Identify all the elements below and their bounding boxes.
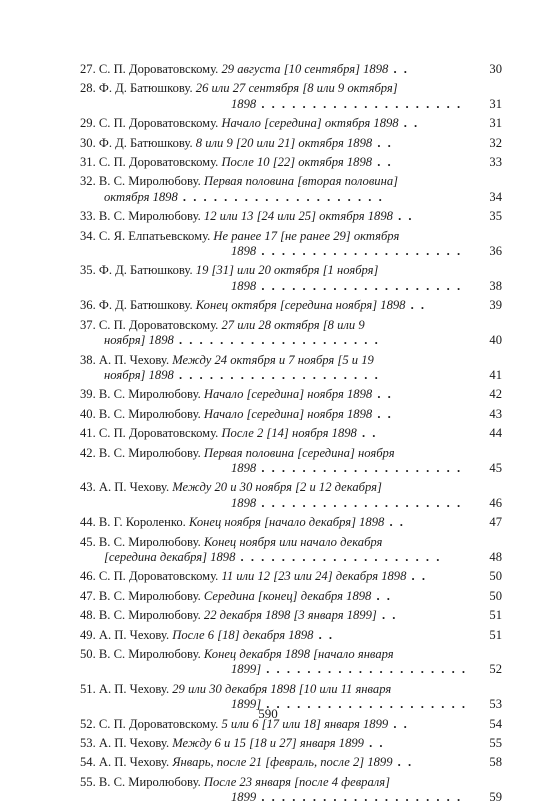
toc-entry-text (80, 628, 468, 643)
toc-entry-page: 54 (489, 716, 502, 731)
leader-dots: . . . . . . . . . . . . . . . . . . . . (256, 278, 463, 293)
toc-entry-date-continued: 1899] (231, 697, 262, 712)
toc-entry-recipient: 47. В. С. Миролюбову. (80, 588, 204, 603)
toc-entry-text (80, 174, 468, 189)
leader-dots: . . (392, 755, 414, 770)
toc-entry-date: После 10 [22] октября 1898 (221, 155, 373, 170)
toc-entry-recipient: 41. С. П. Дороватовскому. (80, 426, 222, 441)
toc-entry-text (80, 775, 468, 790)
leader-dots: . . . . . . . . . . . . . . . . . . . . (235, 549, 442, 564)
toc-entry-date: Первая половина [вторая половина] (203, 174, 399, 189)
toc-entry (80, 628, 508, 643)
toc-entry-date: 29 или 30 декабря 1898 [10 или 11 января (172, 681, 392, 696)
toc-entry-recipient: 55. В. С. Миролюбову. (80, 774, 204, 789)
leader-dots: . . (392, 209, 414, 224)
toc-entry-recipient: 51. А. П. Чехову. (80, 681, 173, 696)
toc-entry (80, 229, 508, 260)
toc-entry-recipient: 54. А. П. Чехову. (80, 755, 173, 770)
toc-entry-date: 12 или 13 [24 или 25] октября 1898 (203, 209, 393, 224)
toc-entry-page: 51 (489, 627, 502, 642)
toc-entry-page: 53 (489, 697, 502, 712)
toc-entry-date: После 2 [14] ноября 1898 (221, 426, 357, 441)
toc-entry-page: 52 (489, 662, 502, 677)
toc-entry-text (80, 209, 468, 224)
toc-entry-text (80, 755, 468, 770)
toc-entry-text (80, 736, 468, 751)
leader-dots: . . (376, 608, 398, 623)
toc-entry (80, 775, 508, 806)
toc-entry (80, 515, 508, 530)
toc-entry (80, 736, 508, 751)
toc-entry-recipient: 37. С. П. Дороватовскому. (80, 317, 222, 332)
toc-entry-text (80, 515, 468, 530)
toc-entry-page: 34 (489, 189, 502, 204)
toc-entry (80, 480, 508, 511)
toc-entry (80, 407, 508, 422)
toc-entry-text (80, 446, 468, 461)
toc-entry-text (80, 535, 468, 550)
toc-entry-recipient: 34. С. Я. Елпатьевскому. (80, 228, 214, 243)
toc-entry-recipient: 40. В. С. Миролюбову. (80, 406, 204, 421)
toc-entry-date-continued: ноября] 1898 (104, 333, 174, 348)
leader-dots: . . . . . . . . . . . . . . . . . . . . (256, 244, 463, 259)
toc-entry (80, 81, 508, 112)
toc-entry-page: 45 (489, 460, 502, 475)
toc-entry-page: 39 (489, 298, 502, 313)
toc-entry-date-continued: ноября] 1898 (104, 367, 174, 382)
toc-entry-date: Первая половина [середина] ноября (203, 445, 395, 460)
toc-entry-recipient: 45. В. С. Миролюбову. (80, 534, 204, 549)
toc-entry (80, 589, 508, 604)
toc-entry (80, 353, 508, 384)
toc-entry (80, 209, 508, 224)
leader-dots: . . (372, 387, 393, 402)
table-of-contents (80, 62, 508, 810)
toc-entry (80, 62, 508, 77)
toc-entry-page: 51 (489, 608, 502, 623)
toc-entry-text (80, 407, 468, 422)
toc-entry-recipient: 44. В. Г. Короленко. (80, 515, 189, 530)
toc-entry-continuation (80, 368, 468, 383)
toc-entry-recipient: 27. С. П. Дороватовскому. (80, 62, 222, 76)
toc-entry-page: 59 (489, 790, 502, 805)
toc-entry (80, 426, 508, 441)
toc-entry-date-continued: 1898 (231, 278, 257, 293)
toc-entry-page: 50 (489, 569, 502, 584)
leader-dots: . . (388, 62, 409, 76)
toc-entry-date: 19 [31] или 20 октября [1 ноября] (195, 263, 379, 278)
toc-entry-date: Конец ноября или начало декабря (203, 534, 383, 549)
toc-entry-date: После 23 января [после 4 февраля] (203, 774, 390, 789)
toc-entry-date: После 6 [18] декабря 1898 (172, 627, 314, 642)
toc-entry-text (80, 682, 468, 697)
toc-entry-date: Между 20 и 30 ноября [2 и 12 декабря] (172, 480, 382, 495)
leader-dots: . . (384, 515, 405, 530)
toc-entry-text (80, 608, 468, 623)
toc-entry-recipient: 32. В. С. Миролюбову. (80, 174, 204, 189)
leader-dots: . . (388, 716, 409, 731)
toc-entry-page: 48 (489, 549, 502, 564)
toc-entry-page: 40 (489, 333, 502, 348)
toc-entry-date-continued: 1898 (231, 460, 257, 475)
toc-entry-text (80, 480, 468, 495)
toc-entry-date: Январь, после 21 [февраль, после 2] 1899 (172, 755, 393, 770)
toc-entry-date: 8 или 9 [20 или 21] октября 1898 (195, 135, 373, 150)
toc-entry-recipient: 50. В. С. Миролюбову. (80, 647, 204, 661)
toc-entry-text (80, 647, 468, 662)
toc-entry-date: 26 или 27 сентября [8 или 9 октября] (195, 81, 398, 96)
leader-dots: . . . . . . . . . . . . . . . . . . . . (256, 790, 463, 805)
toc-entry-recipient: 48. В. С. Миролюбову. (80, 608, 204, 623)
toc-entry (80, 298, 508, 313)
toc-entry-page: 46 (489, 495, 502, 510)
toc-entry-page: 31 (489, 116, 502, 131)
toc-entry-date-continued: [середина декабря] 1898 (104, 549, 236, 564)
leader-dots: . . (371, 588, 392, 603)
toc-entry-recipient: 35. Ф. Д. Батюшкову. (80, 263, 196, 278)
toc-entry-date: Начало [середина] октября 1898 (221, 116, 399, 131)
toc-entry-text (80, 62, 468, 77)
toc-entry-text (80, 426, 468, 441)
toc-entry-page: 50 (489, 588, 502, 603)
toc-entry-continuation (80, 333, 468, 348)
toc-entry-date: Конец октября [середина ноября] 1898 (195, 298, 406, 313)
toc-entry-date: 11 или 12 [23 или 24] декабря 1898 (221, 569, 407, 584)
toc-entry-date: 27 или 28 октября [8 или 9 (221, 317, 365, 332)
toc-entry-recipient: 39. В. С. Миролюбову. (80, 387, 204, 402)
toc-entry-page: 38 (489, 278, 502, 293)
toc-entry-page: 36 (489, 244, 502, 259)
toc-entry-page: 55 (489, 736, 502, 751)
toc-entry-recipient: 49. А. П. Чехову. (80, 627, 173, 642)
toc-entry (80, 647, 508, 678)
toc-entry-page: 31 (489, 96, 502, 111)
toc-entry-recipient: 42. В. С. Миролюбову. (80, 445, 204, 460)
toc-entry (80, 174, 508, 205)
leader-dots: . . . . . . . . . . . . . . . . . . . . (261, 662, 468, 677)
toc-entry (80, 136, 508, 151)
toc-entry-date-continued: октября 1898 (104, 189, 178, 204)
toc-entry-date-continued: 1898 (231, 495, 257, 510)
toc-entry-text (80, 229, 468, 244)
toc-entry-text (80, 318, 468, 333)
toc-entry-continuation (80, 461, 468, 476)
toc-entry (80, 263, 508, 294)
leader-dots: . . (356, 426, 378, 441)
toc-entry-recipient: 30. Ф. Д. Батюшкову. (80, 135, 196, 150)
toc-entry-recipient: 38. А. П. Чехову. (80, 352, 173, 367)
toc-entry-page: 47 (489, 515, 502, 530)
toc-entry-page: 42 (489, 387, 502, 402)
toc-entry-page: 30 (489, 62, 502, 76)
toc-entry-text (80, 298, 468, 313)
toc-entry-text (80, 155, 468, 170)
leader-dots: . . (398, 116, 420, 131)
leader-dots: . . (406, 569, 427, 584)
toc-entry-recipient: 36. Ф. Д. Батюшкову. (80, 298, 196, 313)
toc-entry-continuation (80, 790, 468, 805)
toc-entry-date-continued: 1899] (231, 662, 262, 677)
toc-entry-date-continued: 1898 (231, 96, 257, 111)
toc-entry (80, 155, 508, 170)
leader-dots: . . . . . . . . . . . . . . . . . . . . (173, 367, 380, 382)
leader-dots: . . . . . . . . . . . . . . . . . . . . (256, 460, 463, 475)
toc-entry-date: Конец декабря 1898 [начало января (203, 647, 394, 661)
toc-entry-date-continued: 1899 (231, 790, 257, 805)
toc-entry-continuation (80, 244, 468, 259)
toc-entry-recipient: 31. С. П. Дороватовскому. (80, 155, 222, 170)
leader-dots: . . (313, 627, 335, 642)
toc-entry-date: Не ранее 17 [не ранее 29] октября (213, 228, 400, 243)
toc-entry-date: 22 декабря 1898 [3 января 1899] (203, 608, 377, 623)
toc-entry-date: Конец ноября [начало декабря] 1898 (188, 515, 385, 530)
toc-entry-continuation (80, 279, 468, 294)
toc-entry-text (80, 569, 468, 584)
leader-dots: . . (372, 406, 393, 421)
leader-dots: . . . . . . . . . . . . . . . . . . . . (256, 495, 463, 510)
toc-entry-continuation (80, 662, 468, 677)
leader-dots: . . . . . . . . . . . . . . . . . . . . (173, 333, 380, 348)
toc-entry-page: 41 (489, 367, 502, 382)
leader-dots: . . (372, 155, 393, 170)
leader-dots: . . . . . . . . . . . . . . . . . . . . (261, 697, 468, 712)
toc-entry-continuation (80, 550, 468, 565)
toc-entry-recipient: 29. С. П. Дороватовскому. (80, 116, 222, 131)
toc-entry-page: 44 (489, 426, 502, 441)
toc-entry-date: Начало [середина] ноября 1898 (203, 387, 373, 402)
toc-entry-text (80, 116, 468, 131)
toc-entry (80, 608, 508, 623)
leader-dots: . . (363, 736, 385, 751)
toc-entry-recipient: 53. А. П. Чехову. (80, 736, 173, 751)
toc-entry-text (80, 136, 468, 151)
toc-entry-continuation (80, 97, 468, 112)
toc-entry-continuation (80, 190, 468, 205)
toc-entry-page: 43 (489, 406, 502, 421)
toc-entry-text (80, 81, 468, 96)
leader-dots: . . (372, 135, 393, 150)
toc-entry (80, 318, 508, 349)
toc-entry-recipient: 46. С. П. Дороватовскому. (80, 569, 222, 584)
toc-entry (80, 569, 508, 584)
toc-entry-page: 58 (489, 755, 502, 770)
toc-entry (80, 535, 508, 566)
toc-entry-date: 29 августа [10 сентября] 1898 (221, 62, 389, 76)
toc-entry-page: 33 (489, 155, 502, 170)
leader-dots: . . (405, 298, 427, 313)
toc-entry-date: Начало [середина] ноября 1898 (203, 406, 373, 421)
toc-entry (80, 446, 508, 477)
toc-entry-date-continued: 1898 (231, 244, 257, 259)
toc-entry-date: Между 24 октября и 7 ноября [5 и 19 (172, 352, 374, 367)
toc-entry-text (80, 387, 468, 402)
toc-entry-date: Середина [конец] декабря 1898 (203, 588, 372, 603)
toc-entry-text (80, 353, 468, 368)
toc-entry-recipient: 52. С. П. Дороватовскому. (80, 716, 222, 731)
toc-entry-page: 35 (489, 209, 502, 224)
toc-entry-recipient: 28. Ф. Д. Батюшкову. (80, 81, 196, 96)
toc-entry-page: 32 (489, 135, 502, 150)
leader-dots: . . . . . . . . . . . . . . . . . . . . (177, 189, 384, 204)
toc-entry-text (80, 589, 468, 604)
toc-entry-text (80, 263, 468, 278)
toc-entry (80, 116, 508, 131)
toc-entry-recipient: 33. В. С. Миролюбову. (80, 209, 204, 224)
toc-entry (80, 387, 508, 402)
toc-entry-date: Между 6 и 15 [18 и 27] января 1899 (172, 736, 364, 751)
toc-entry-continuation (80, 496, 468, 511)
toc-entry-date: 5 или 6 [17 или 18] января 1899 (221, 716, 389, 731)
toc-entry (80, 755, 508, 770)
toc-entry-recipient: 43. А. П. Чехову. (80, 480, 173, 495)
leader-dots: . . . . . . . . . . . . . . . . . . . . (256, 96, 463, 111)
page-number: 590 (258, 706, 278, 721)
